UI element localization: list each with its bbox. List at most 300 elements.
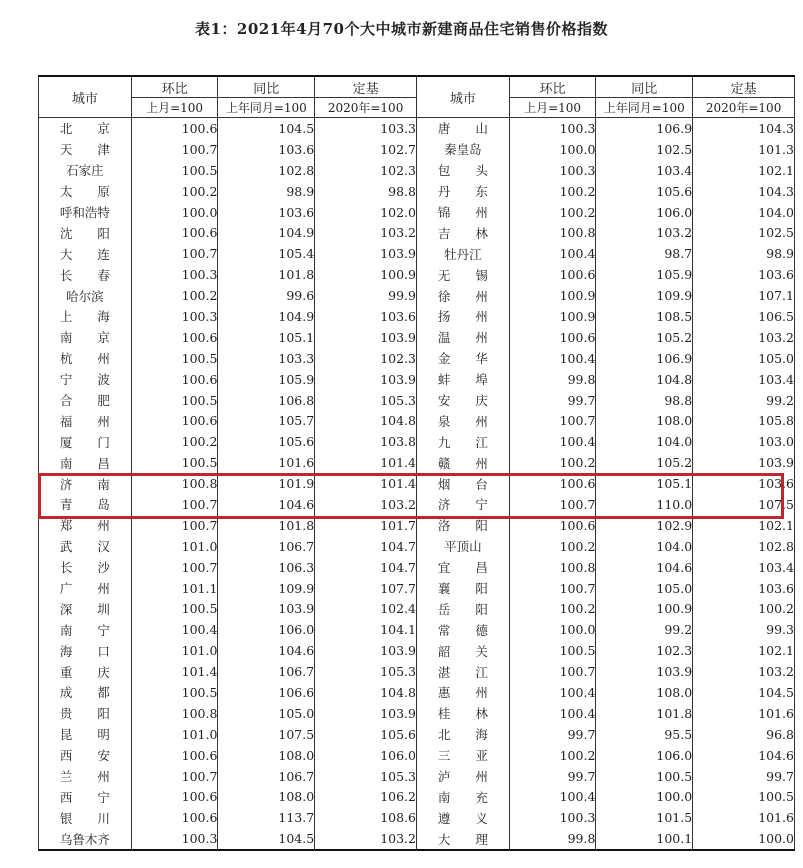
city-name-cell: 上 海 <box>39 306 132 327</box>
index-mom-cell: 100.2 <box>509 452 596 473</box>
index-fixed-cell: 102.3 <box>315 348 417 369</box>
index-mom-cell: 100.2 <box>509 181 596 202</box>
city-name-cell: 太 原 <box>39 181 132 202</box>
index-yoy-cell: 100.1 <box>596 828 693 850</box>
index-fixed-cell: 105.3 <box>315 766 417 787</box>
city-name-cell: 九 江 <box>416 431 509 452</box>
index-fixed-cell: 101.7 <box>315 515 417 536</box>
index-fixed-cell: 96.8 <box>693 724 795 745</box>
index-fixed-cell: 104.0 <box>693 202 795 223</box>
index-fixed-cell: 108.6 <box>315 807 417 828</box>
index-yoy-cell: 105.6 <box>218 431 315 452</box>
city-name-cell: 合 肥 <box>39 390 132 411</box>
index-fixed-cell: 100.2 <box>693 598 795 619</box>
index-fixed-cell: 104.8 <box>315 682 417 703</box>
index-yoy-cell: 102.9 <box>596 515 693 536</box>
city-name-cell: 锦 州 <box>416 202 509 223</box>
table-row <box>39 410 795 431</box>
index-yoy-cell: 106.0 <box>218 619 315 640</box>
header-fixed-base-left: 2020年=100 <box>315 98 417 118</box>
index-yoy-cell: 103.6 <box>218 139 315 160</box>
index-fixed-cell: 106.5 <box>693 306 795 327</box>
index-yoy-cell: 99.2 <box>596 619 693 640</box>
table-row <box>39 598 795 619</box>
city-name-cell: 兰 州 <box>39 766 132 787</box>
index-yoy-cell: 99.6 <box>218 285 315 306</box>
city-name-cell: 牡丹江 <box>416 243 509 264</box>
index-yoy-cell: 108.0 <box>596 410 693 431</box>
city-name-cell: 遵 义 <box>416 807 509 828</box>
table-row <box>39 578 795 599</box>
index-mom-cell: 100.0 <box>509 139 596 160</box>
index-fixed-cell: 107.7 <box>315 578 417 599</box>
city-name-cell: 北 京 <box>39 118 132 139</box>
index-fixed-cell: 103.6 <box>693 578 795 599</box>
index-yoy-cell: 104.5 <box>218 828 315 850</box>
index-fixed-cell: 102.1 <box>693 640 795 661</box>
index-mom-cell: 100.6 <box>131 327 218 348</box>
table-row <box>39 557 795 578</box>
table-row <box>39 369 795 390</box>
index-fixed-cell: 103.9 <box>315 640 417 661</box>
index-mom-cell: 100.2 <box>131 181 218 202</box>
index-mom-cell: 100.3 <box>509 118 596 139</box>
index-yoy-cell: 109.9 <box>596 285 693 306</box>
index-mom-cell: 100.8 <box>131 703 218 724</box>
header-yoy-base-left: 上年同月=100 <box>218 98 315 118</box>
index-yoy-cell: 105.9 <box>596 264 693 285</box>
price-index-table <box>38 75 795 851</box>
table-row <box>39 452 795 473</box>
index-fixed-cell: 107.5 <box>693 494 795 515</box>
index-mom-cell: 100.7 <box>509 661 596 682</box>
index-yoy-cell: 98.7 <box>596 243 693 264</box>
index-fixed-cell: 102.1 <box>693 515 795 536</box>
table-row <box>39 682 795 703</box>
index-mom-cell: 100.2 <box>509 745 596 766</box>
index-mom-cell: 100.6 <box>131 369 218 390</box>
index-yoy-cell: 103.6 <box>218 202 315 223</box>
city-name-cell: 岳 阳 <box>416 598 509 619</box>
table-row <box>39 494 795 515</box>
city-name-cell: 泸 州 <box>416 766 509 787</box>
index-mom-cell: 100.6 <box>509 327 596 348</box>
city-name-cell: 赣 州 <box>416 452 509 473</box>
table-row <box>39 787 795 808</box>
index-fixed-cell: 103.3 <box>315 118 417 139</box>
index-fixed-cell: 99.9 <box>315 285 417 306</box>
city-name-cell: 烟 台 <box>416 473 509 494</box>
index-mom-cell: 100.6 <box>131 787 218 808</box>
index-yoy-cell: 105.1 <box>218 327 315 348</box>
index-yoy-cell: 103.9 <box>596 661 693 682</box>
index-mom-cell: 100.4 <box>509 431 596 452</box>
city-name-cell: 平顶山 <box>416 536 509 557</box>
index-fixed-cell: 103.8 <box>315 431 417 452</box>
index-fixed-cell: 102.5 <box>693 222 795 243</box>
header-yoy-base-right: 上年同月=100 <box>596 98 693 118</box>
index-yoy-cell: 101.5 <box>596 807 693 828</box>
city-name-cell: 西 安 <box>39 745 132 766</box>
header-yoy-left: 同比 <box>218 76 315 98</box>
city-name-cell: 宜 昌 <box>416 557 509 578</box>
table-row <box>39 661 795 682</box>
index-mom-cell: 100.7 <box>509 578 596 599</box>
table-row <box>39 515 795 536</box>
index-yoy-cell: 104.6 <box>596 557 693 578</box>
header-city-left: 城市 <box>39 76 132 118</box>
header-fixed-left: 定基 <box>315 76 417 98</box>
index-yoy-cell: 105.4 <box>218 243 315 264</box>
city-name-cell: 长 春 <box>39 264 132 285</box>
index-yoy-cell: 101.8 <box>218 264 315 285</box>
city-name-cell: 南 充 <box>416 787 509 808</box>
index-mom-cell: 100.9 <box>509 306 596 327</box>
index-mom-cell: 100.5 <box>131 390 218 411</box>
city-name-cell: 金 华 <box>416 348 509 369</box>
index-mom-cell: 100.2 <box>131 285 218 306</box>
index-mom-cell: 100.2 <box>131 431 218 452</box>
index-fixed-cell: 102.8 <box>693 536 795 557</box>
index-yoy-cell: 106.0 <box>596 202 693 223</box>
index-yoy-cell: 104.0 <box>596 536 693 557</box>
index-mom-cell: 100.2 <box>509 536 596 557</box>
index-yoy-cell: 106.3 <box>218 557 315 578</box>
table-row <box>39 473 795 494</box>
index-mom-cell: 100.8 <box>509 557 596 578</box>
city-name-cell: 南 京 <box>39 327 132 348</box>
city-name-cell: 贵 阳 <box>39 703 132 724</box>
index-yoy-cell: 108.0 <box>596 682 693 703</box>
index-mom-cell: 99.7 <box>509 766 596 787</box>
index-yoy-cell: 103.9 <box>218 598 315 619</box>
table-row <box>39 139 795 160</box>
index-mom-cell: 100.4 <box>509 682 596 703</box>
index-mom-cell: 100.6 <box>131 410 218 431</box>
city-name-cell: 重 庆 <box>39 661 132 682</box>
index-yoy-cell: 105.2 <box>596 452 693 473</box>
index-mom-cell: 100.9 <box>509 285 596 306</box>
city-name-cell: 长 沙 <box>39 557 132 578</box>
city-name-cell: 泉 州 <box>416 410 509 431</box>
index-mom-cell: 100.4 <box>509 348 596 369</box>
index-fixed-cell: 103.9 <box>315 703 417 724</box>
index-fixed-cell: 104.3 <box>693 181 795 202</box>
index-yoy-cell: 108.0 <box>218 787 315 808</box>
city-name-cell: 海 口 <box>39 640 132 661</box>
index-mom-cell: 100.6 <box>509 515 596 536</box>
index-fixed-cell: 103.2 <box>693 661 795 682</box>
index-yoy-cell: 102.8 <box>218 160 315 181</box>
index-mom-cell: 101.1 <box>131 578 218 599</box>
index-mom-cell: 100.7 <box>131 494 218 515</box>
city-name-cell: 银 川 <box>39 807 132 828</box>
index-yoy-cell: 106.6 <box>218 682 315 703</box>
city-name-cell: 青 岛 <box>39 494 132 515</box>
index-mom-cell: 100.8 <box>509 222 596 243</box>
index-mom-cell: 100.7 <box>509 494 596 515</box>
index-fixed-cell: 104.7 <box>315 557 417 578</box>
table-row <box>39 202 795 223</box>
city-name-cell: 沈 阳 <box>39 222 132 243</box>
index-mom-cell: 100.2 <box>509 598 596 619</box>
index-fixed-cell: 103.4 <box>693 557 795 578</box>
index-mom-cell: 100.5 <box>509 640 596 661</box>
city-name-cell: 呼和浩特 <box>39 202 132 223</box>
city-name-cell: 丹 东 <box>416 181 509 202</box>
index-mom-cell: 100.5 <box>131 348 218 369</box>
index-fixed-cell: 104.1 <box>315 619 417 640</box>
header-fixed-right: 定基 <box>693 76 795 98</box>
header-mom-base-right: 上月=100 <box>509 98 596 118</box>
city-name-cell: 济 南 <box>39 473 132 494</box>
index-mom-cell: 100.7 <box>131 557 218 578</box>
index-fixed-cell: 98.8 <box>315 181 417 202</box>
table-row <box>39 160 795 181</box>
index-mom-cell: 100.7 <box>131 766 218 787</box>
index-fixed-cell: 103.2 <box>693 327 795 348</box>
table-row <box>39 640 795 661</box>
city-name-cell: 洛 阳 <box>416 515 509 536</box>
index-mom-cell: 100.6 <box>131 222 218 243</box>
city-name-cell: 无 锡 <box>416 264 509 285</box>
index-fixed-cell: 100.9 <box>315 264 417 285</box>
index-fixed-cell: 102.3 <box>315 160 417 181</box>
city-name-cell: 北 海 <box>416 724 509 745</box>
index-fixed-cell: 101.6 <box>693 703 795 724</box>
index-fixed-cell: 98.9 <box>693 243 795 264</box>
index-yoy-cell: 101.9 <box>218 473 315 494</box>
index-mom-cell: 100.6 <box>131 118 218 139</box>
table-row <box>39 766 795 787</box>
table-row <box>39 536 795 557</box>
index-fixed-cell: 104.5 <box>693 682 795 703</box>
index-yoy-cell: 95.5 <box>596 724 693 745</box>
table-row <box>39 348 795 369</box>
index-mom-cell: 100.3 <box>509 807 596 828</box>
index-fixed-cell: 103.2 <box>315 222 417 243</box>
index-yoy-cell: 101.8 <box>218 515 315 536</box>
index-fixed-cell: 103.0 <box>693 431 795 452</box>
index-yoy-cell: 102.3 <box>596 640 693 661</box>
index-mom-cell: 100.8 <box>131 473 218 494</box>
index-fixed-cell: 101.4 <box>315 452 417 473</box>
index-yoy-cell: 98.8 <box>596 390 693 411</box>
index-yoy-cell: 100.5 <box>596 766 693 787</box>
index-yoy-cell: 104.9 <box>218 306 315 327</box>
index-mom-cell: 101.0 <box>131 536 218 557</box>
header-yoy-right: 同比 <box>596 76 693 98</box>
index-fixed-cell: 103.6 <box>693 473 795 494</box>
table-row <box>39 181 795 202</box>
index-mom-cell: 100.6 <box>509 473 596 494</box>
city-name-cell: 常 德 <box>416 619 509 640</box>
city-name-cell: 温 州 <box>416 327 509 348</box>
index-mom-cell: 99.8 <box>509 369 596 390</box>
index-yoy-cell: 106.9 <box>596 118 693 139</box>
city-name-cell: 秦皇岛 <box>416 139 509 160</box>
index-mom-cell: 101.0 <box>131 724 218 745</box>
index-fixed-cell: 100.0 <box>693 828 795 850</box>
index-mom-cell: 99.8 <box>509 828 596 850</box>
index-yoy-cell: 105.2 <box>596 327 693 348</box>
index-mom-cell: 101.0 <box>131 640 218 661</box>
city-name-cell: 蚌 埠 <box>416 369 509 390</box>
header-mom-base-left: 上月=100 <box>131 98 218 118</box>
table-row <box>39 807 795 828</box>
index-mom-cell: 100.0 <box>509 619 596 640</box>
index-fixed-cell: 103.2 <box>315 828 417 850</box>
index-mom-cell: 100.7 <box>509 410 596 431</box>
index-fixed-cell: 104.7 <box>315 536 417 557</box>
index-mom-cell: 100.3 <box>131 828 218 850</box>
city-name-cell: 安 庆 <box>416 390 509 411</box>
index-yoy-cell: 105.6 <box>596 181 693 202</box>
city-name-cell: 乌鲁木齐 <box>39 828 132 850</box>
index-mom-cell: 100.4 <box>131 619 218 640</box>
table-row <box>39 828 795 850</box>
index-yoy-cell: 106.7 <box>218 661 315 682</box>
index-fixed-cell: 99.2 <box>693 390 795 411</box>
city-name-cell: 深 圳 <box>39 598 132 619</box>
city-name-cell: 大 理 <box>416 828 509 850</box>
index-fixed-cell: 104.6 <box>693 745 795 766</box>
index-fixed-cell: 104.8 <box>315 410 417 431</box>
index-yoy-cell: 108.0 <box>218 745 315 766</box>
city-name-cell: 广 州 <box>39 578 132 599</box>
index-yoy-cell: 104.6 <box>218 640 315 661</box>
city-name-cell: 济 宁 <box>416 494 509 515</box>
header-mom-left: 环比 <box>131 76 218 98</box>
index-yoy-cell: 103.2 <box>596 222 693 243</box>
index-yoy-cell: 105.7 <box>218 410 315 431</box>
table-row <box>39 745 795 766</box>
index-fixed-cell: 102.0 <box>315 202 417 223</box>
table-row <box>39 703 795 724</box>
city-name-cell: 湛 江 <box>416 661 509 682</box>
table-row <box>39 264 795 285</box>
city-name-cell: 西 宁 <box>39 787 132 808</box>
index-yoy-cell: 106.7 <box>218 766 315 787</box>
index-yoy-cell: 103.4 <box>596 160 693 181</box>
index-fixed-cell: 102.4 <box>315 598 417 619</box>
index-mom-cell: 100.6 <box>131 745 218 766</box>
index-mom-cell: 100.3 <box>131 306 218 327</box>
index-mom-cell: 100.5 <box>131 598 218 619</box>
index-mom-cell: 100.4 <box>509 703 596 724</box>
city-name-cell: 天 津 <box>39 139 132 160</box>
city-name-cell: 桂 林 <box>416 703 509 724</box>
index-yoy-cell: 101.6 <box>218 452 315 473</box>
index-mom-cell: 100.3 <box>509 160 596 181</box>
index-yoy-cell: 100.0 <box>596 787 693 808</box>
index-mom-cell: 100.5 <box>131 452 218 473</box>
city-name-cell: 宁 波 <box>39 369 132 390</box>
index-mom-cell: 100.5 <box>131 160 218 181</box>
index-yoy-cell: 98.9 <box>218 181 315 202</box>
city-name-cell: 吉 林 <box>416 222 509 243</box>
index-yoy-cell: 101.8 <box>596 703 693 724</box>
city-name-cell: 武 汉 <box>39 536 132 557</box>
index-fixed-cell: 99.7 <box>693 766 795 787</box>
index-fixed-cell: 100.5 <box>693 787 795 808</box>
city-name-cell: 杭 州 <box>39 348 132 369</box>
city-name-cell: 襄 阳 <box>416 578 509 599</box>
index-yoy-cell: 106.9 <box>596 348 693 369</box>
index-mom-cell: 100.4 <box>509 787 596 808</box>
index-fixed-cell: 103.9 <box>693 452 795 473</box>
index-fixed-cell: 103.9 <box>315 327 417 348</box>
index-mom-cell: 101.4 <box>131 661 218 682</box>
index-yoy-cell: 105.0 <box>218 703 315 724</box>
city-name-cell: 石家庄 <box>39 160 132 181</box>
city-name-cell: 三 亚 <box>416 745 509 766</box>
index-mom-cell: 100.6 <box>131 807 218 828</box>
index-fixed-cell: 102.1 <box>693 160 795 181</box>
index-fixed-cell: 103.6 <box>693 264 795 285</box>
index-yoy-cell: 113.7 <box>218 807 315 828</box>
table-row <box>39 431 795 452</box>
index-fixed-cell: 102.7 <box>315 139 417 160</box>
index-yoy-cell: 104.9 <box>218 222 315 243</box>
index-yoy-cell: 106.8 <box>218 390 315 411</box>
index-fixed-cell: 101.4 <box>315 473 417 494</box>
index-fixed-cell: 99.3 <box>693 619 795 640</box>
index-yoy-cell: 103.3 <box>218 348 315 369</box>
table-title: 表1：2021年4月70个大中城市新建商品住宅销售价格指数 <box>195 20 608 38</box>
index-mom-cell: 99.7 <box>509 390 596 411</box>
index-fixed-cell: 106.0 <box>315 745 417 766</box>
city-name-cell: 唐 山 <box>416 118 509 139</box>
index-yoy-cell: 106.7 <box>218 536 315 557</box>
table-row <box>39 619 795 640</box>
index-yoy-cell: 104.8 <box>596 369 693 390</box>
index-yoy-cell: 100.9 <box>596 598 693 619</box>
index-fixed-cell: 105.6 <box>315 724 417 745</box>
index-mom-cell: 100.6 <box>509 264 596 285</box>
table-row <box>39 306 795 327</box>
index-mom-cell: 100.5 <box>131 682 218 703</box>
city-name-cell: 南 宁 <box>39 619 132 640</box>
table-row <box>39 243 795 264</box>
index-fixed-cell: 105.8 <box>693 410 795 431</box>
header-mom-right: 环比 <box>509 76 596 98</box>
index-fixed-cell: 105.3 <box>315 390 417 411</box>
city-name-cell: 郑 州 <box>39 515 132 536</box>
index-fixed-cell: 101.3 <box>693 139 795 160</box>
index-mom-cell: 100.4 <box>509 243 596 264</box>
city-name-cell: 成 都 <box>39 682 132 703</box>
index-yoy-cell: 110.0 <box>596 494 693 515</box>
city-name-cell: 哈尔滨 <box>39 285 132 306</box>
table-row <box>39 222 795 243</box>
city-name-cell: 徐 州 <box>416 285 509 306</box>
table-row <box>39 118 795 139</box>
index-fixed-cell: 107.1 <box>693 285 795 306</box>
index-mom-cell: 100.3 <box>131 264 218 285</box>
index-mom-cell: 100.7 <box>131 515 218 536</box>
index-yoy-cell: 107.5 <box>218 724 315 745</box>
index-yoy-cell: 105.1 <box>596 473 693 494</box>
index-mom-cell: 100.7 <box>131 139 218 160</box>
city-name-cell: 韶 关 <box>416 640 509 661</box>
index-fixed-cell: 106.2 <box>315 787 417 808</box>
table-row <box>39 327 795 348</box>
index-yoy-cell: 104.5 <box>218 118 315 139</box>
index-fixed-cell: 103.6 <box>315 306 417 327</box>
city-name-cell: 福 州 <box>39 410 132 431</box>
index-yoy-cell: 104.6 <box>218 494 315 515</box>
